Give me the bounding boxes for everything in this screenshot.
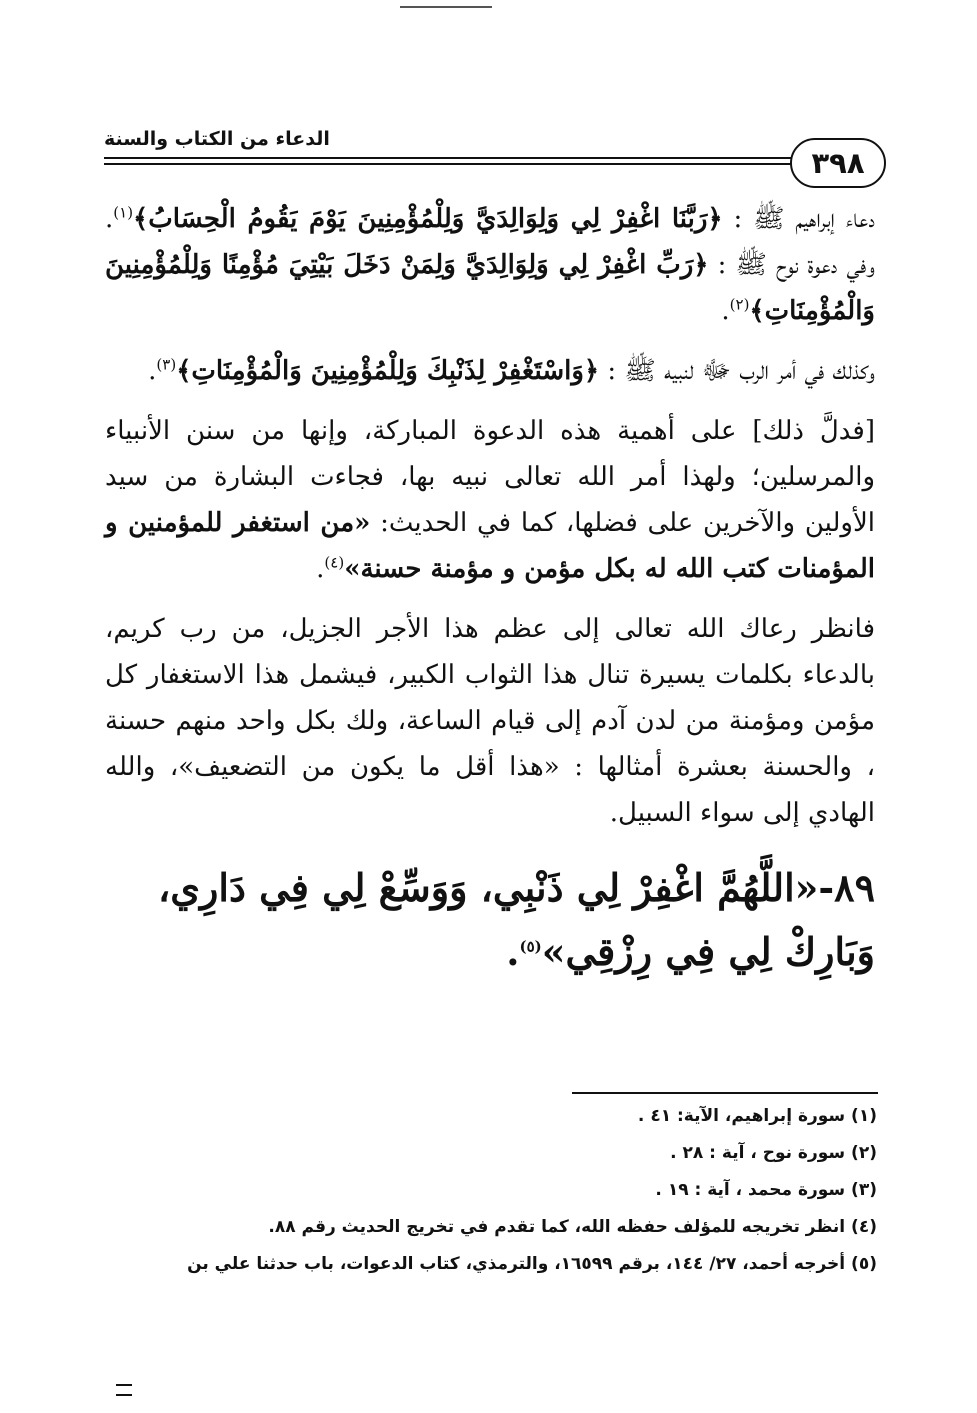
paragraph-text: . <box>148 356 157 386</box>
footnote-separator <box>572 1092 878 1094</box>
footnote-ref: (٣) <box>156 355 177 374</box>
paragraph-text: فانظر رعاك الله تعالى إلى عظم هذا الأجر الجزيل، من رب كريم، بالدعاء بكلمات يسيرة تنال هذا الثواب الكبير، فيشمل هذا الاستغفار كل مؤمن ومؤمنة من لدن آدم إلى قيام الساعة، ولك بكل واحد منهم حسنة ، والحسنة بعشرة أمثالها : «هذا أقل ما يكون من التضعيف»، والله الهادي إلى سواء السبيل. <box>105 614 875 828</box>
running-header-title: الدعاء من الكتاب والسنة <box>104 128 330 150</box>
hadith-quote: «من استغفر للمؤمنين و المؤمنات كتب الله له بكل مؤمن و مؤمنة حسنة» <box>105 508 875 584</box>
dua-heading <box>105 856 875 984</box>
paragraph-text: وكذلك في أمر الرب ﷻ لنبيه ﷺ : <box>599 356 875 386</box>
footnote: (٢) سورة نوح ، آية : ٢٨ . <box>670 1143 877 1163</box>
header-rule-bottom <box>104 163 804 165</box>
footnote: (١) سورة إبراهيم، الآية: ٤١ . <box>637 1106 877 1126</box>
footnote-ref: (٥) <box>519 937 542 956</box>
paragraph-reward <box>105 606 875 836</box>
quran-verse: ﴿رَبَّنَا اغْفِرْ لِي وَلِوَالِدَيَّ وَلِلْمُؤْمِنِينَ يَوْمَ يَقُومُ الْحِسَابُ﴾ <box>133 204 723 234</box>
paragraph-text: دعاء إبراهيم ﷺ : <box>722 204 875 234</box>
quran-verse: ﴿وَاسْتَغْفِرْ لِذَنْبِكَ وَلِلْمُؤْمِنِينَ وَالْمُؤْمِنَاتِ﴾ <box>176 356 600 386</box>
footnotes <box>107 1098 877 1283</box>
header-rule-top <box>104 157 804 159</box>
footnote-ref: (١) <box>113 203 134 222</box>
footnote-ref: (٤) <box>324 553 345 572</box>
page-number-badge: ٣٩٨ <box>790 138 886 188</box>
footnote-ref: (٢) <box>729 295 750 314</box>
dua-text: «اللَّهُمَّ اغْفِرْ لِي ذَنْبِي، وَوَسِّعْ لِي فِي دَارِي، وَبَارِكْ لِي فِي رِزْقِي» <box>158 865 875 974</box>
dua-end: . <box>506 929 520 974</box>
main-text <box>105 196 875 984</box>
footnote: (٣) سورة محمد ، آية : ١٩ . <box>655 1180 877 1200</box>
quran-verse: ﴿رَبِّ اغْفِرْ لِي وَلِوَالِدَيَّ وَلِمَنْ دَخَلَ بَيْتِيَ مُؤْمِنًا وَلِلْمُؤْمِنِينَ وَالْمُؤْمِنَاتِ﴾ <box>105 250 875 326</box>
footnote: (٥) أخرجه أحمد، ٢٧/ ١٤٤، برقم ١٦٥٩٩، والترمذي، كتاب الدعوات، باب حدثنا علي بن <box>187 1254 877 1274</box>
paragraph-importance <box>105 408 875 592</box>
dua-number: ٨٩- <box>818 865 875 910</box>
top-edge-mark <box>400 6 492 8</box>
paragraph-text: . وفي دعوة نوح ﷺ : <box>105 204 875 280</box>
paragraph-text: . <box>316 554 325 584</box>
continuation-mark <box>116 1384 132 1396</box>
footnote: (٤) انظر تخريجه للمؤلف حفظه الله، كما تقدم في تخريج الحديث رقم ٨٨. <box>268 1217 877 1237</box>
paragraph-ibrahim-nuh <box>105 196 875 334</box>
paragraph-prophet-command <box>105 348 875 394</box>
paragraph-text: . <box>721 296 730 326</box>
paragraph-text: [فدلَّ ذلك] على أهمية هذه الدعوة المباركة، وإنها من سنن الأنبياء والمرسلين؛ ولهذا أمر الله تعالى نبيه بها، فجاءت البشارة من سيد الأولين والآخرين على فضلها، كما في الحديث: <box>105 416 875 538</box>
